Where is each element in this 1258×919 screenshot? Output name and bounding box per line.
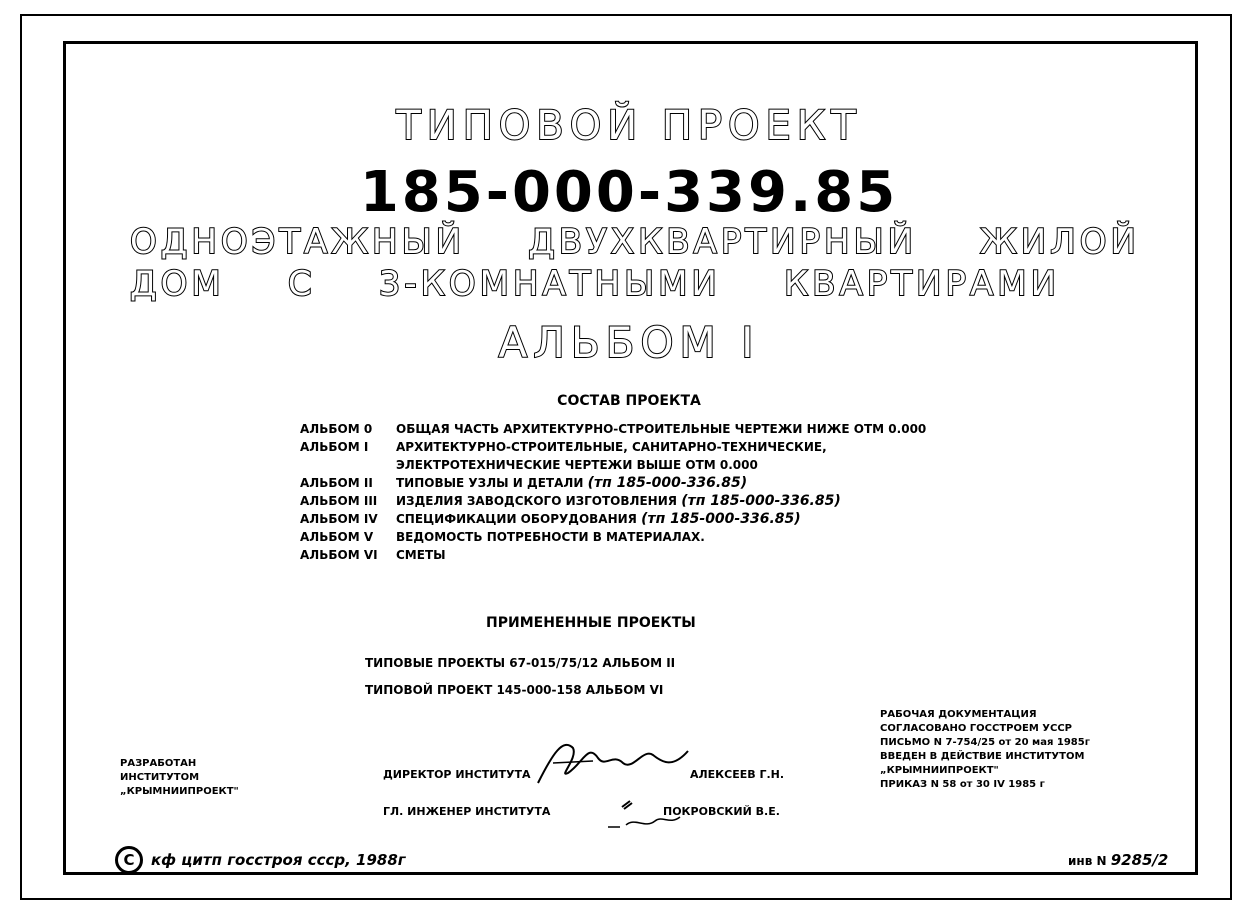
approval-line: ПИСЬМО N 7-754/25 от 20 мая 1985г: [880, 737, 1090, 748]
approval-line: РАБОЧАЯ ДОКУМЕНТАЦИЯ: [880, 709, 1037, 720]
copyright-note: [115, 846, 406, 874]
inventory-label: инв N: [1068, 854, 1107, 868]
director-name: АЛЕКСЕЕВ Г.Н.: [690, 768, 785, 781]
album-row: [300, 438, 926, 456]
album-label: [300, 456, 396, 474]
copyright-icon: C: [115, 846, 143, 874]
album-label: АЛЬБОМ 0: [300, 422, 373, 436]
approval-line: СОГЛАСОВАНО ГОССТРОЕМ УССР: [880, 723, 1072, 734]
album-reference: (тп 185-000-336.85): [587, 475, 748, 491]
album-label: АЛЬБОМ I: [300, 440, 369, 454]
album-description: ВЕДОМОСТЬ ПОТРЕБНОСТИ В МАТЕРИАЛАХ.: [396, 530, 705, 544]
director-title: ДИРЕКТОР ИНСТИТУТА: [383, 768, 531, 781]
album-row: [300, 492, 926, 510]
album-description: СПЕЦИФИКАЦИИ ОБОРУДОВАНИЯ: [396, 512, 637, 526]
approval-line: ВВЕДЕН В ДЕЙСТВИЕ ИНСТИТУТОМ: [880, 751, 1085, 762]
inventory-number: [1068, 851, 1168, 869]
album-title: АЛЬБОМ I: [498, 318, 760, 367]
album-description: ИЗДЕЛИЯ ЗАВОДСКОГО ИЗГОТОВЛЕНИЯ: [396, 494, 678, 508]
composition-heading: СОСТАВ ПРОЕКТА: [557, 393, 701, 409]
album-row: [300, 420, 926, 438]
developer-line: РАЗРАБОТАН: [120, 758, 197, 769]
title-description-line2: ДОМ С 3-КОМНАТНЫМИ КВАРТИРАМИ: [130, 264, 1060, 304]
copyright-text: кф цитп госстроя ссср, 1988г: [151, 851, 406, 869]
album-row: [300, 456, 926, 474]
inventory-value: 9285/2: [1110, 851, 1169, 869]
album-row: [300, 528, 926, 546]
album-label: АЛЬБОМ II: [300, 476, 373, 490]
title-heading: ТИПОВОЙ ПРОЕКТ: [396, 103, 862, 149]
developer-line: ИНСТИТУТОМ: [120, 772, 200, 783]
album-label: АЛЬБОМ V: [300, 530, 374, 544]
album-row: [300, 546, 926, 564]
album-description: ОБЩАЯ ЧАСТЬ АРХИТЕКТУРНО-СТРОИТЕЛЬНЫЕ ЧЕРТЕЖИ НИЖЕ ОТМ 0.000: [396, 422, 927, 436]
approval-block: [880, 708, 1090, 792]
album-row: [300, 474, 926, 492]
developer-block: [120, 757, 239, 799]
engineer-title: ГЛ. ИНЖЕНЕР ИНСТИТУТА: [383, 805, 551, 818]
album-row: [300, 510, 926, 528]
album-label: АЛЬБОМ VI: [300, 548, 378, 562]
title-description-line1: ОДНОЭТАЖНЫЙ ДВУХКВАРТИРНЫЙ ЖИЛОЙ: [130, 222, 1140, 262]
album-description: АРХИТЕКТУРНО-СТРОИТЕЛЬНЫЕ, САНИТАРНО-ТЕХНИЧЕСКИЕ,: [396, 440, 827, 454]
director-signature: [533, 733, 693, 793]
developer-line: „КРЫМНИИПРОЕКТ": [120, 786, 239, 797]
album-description: СМЕТЫ: [396, 548, 446, 562]
applied-project-line: ТИПОВЫЕ ПРОЕКТЫ 67-015/75/12 АЛЬБОМ II: [365, 656, 676, 670]
approval-line: „КРЫМНИИПРОЕКТ": [880, 765, 999, 776]
album-label: АЛЬБОМ III: [300, 494, 378, 508]
project-number: 185-000-339.85: [359, 160, 899, 225]
applied-projects: [365, 650, 675, 704]
album-description: ТИПОВЫЕ УЗЛЫ И ДЕТАЛИ: [396, 476, 584, 490]
album-reference: (тп 185-000-336.85): [641, 511, 801, 527]
approval-line: ПРИКАЗ N 58 от 30 IV 1985 г: [880, 779, 1045, 790]
engineer-name: ПОКРОВСКИЙ В.Е.: [663, 805, 780, 818]
applied-projects-heading: ПРИМЕНЕННЫЕ ПРОЕКТЫ: [486, 615, 696, 631]
album-label: АЛЬБОМ IV: [300, 512, 378, 526]
applied-project-line: ТИПОВОЙ ПРОЕКТ 145-000-158 АЛЬБОМ VI: [365, 683, 664, 697]
album-description: ЭЛЕКТРОТЕХНИЧЕСКИЕ ЧЕРТЕЖИ ВЫШЕ ОТМ 0.000: [396, 458, 758, 472]
album-reference: (тп 185-000-336.85): [681, 493, 841, 509]
album-list: [300, 420, 926, 564]
